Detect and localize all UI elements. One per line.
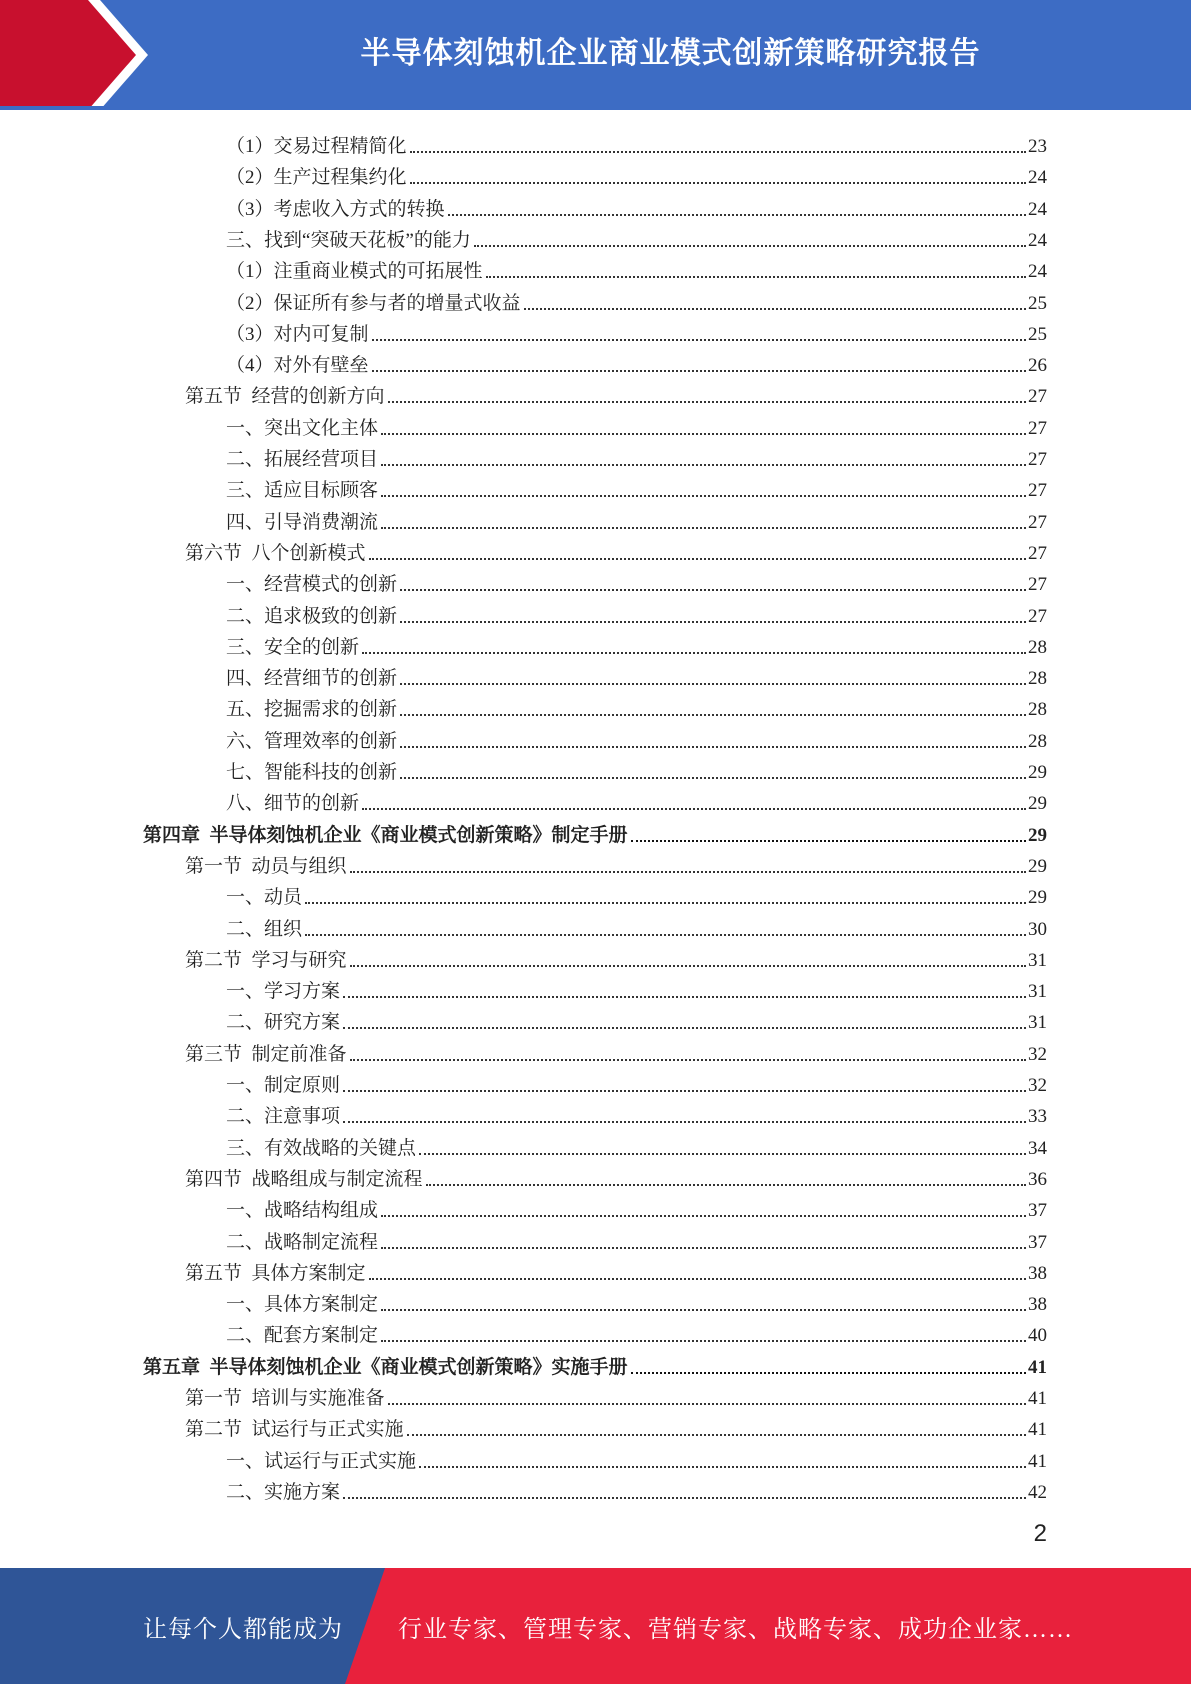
toc-entry-page: 31 [1028,1012,1047,1034]
toc-dot-leader [369,1278,1026,1280]
toc-entry[interactable] [143,1348,1047,1379]
toc-entry[interactable] [226,910,1047,941]
toc-entry-label: 三、找到“突破天花板”的能力 [226,229,471,251]
toc-entry-page: 27 [1028,542,1047,564]
toc-entry-label: 一、战略结构组成 [226,1200,379,1222]
toc-entry-page: 42 [1028,1481,1047,1503]
toc-entry[interactable] [226,753,1047,784]
toc-entry-label: 二、追求极致的创新 [226,605,398,627]
toc-entry-page: 28 [1028,636,1047,658]
toc-entry-page: 36 [1028,1168,1047,1190]
toc-entry[interactable] [226,1097,1047,1128]
toc-entry-label: 一、学习方案 [226,981,341,1003]
toc-entry-label: 二、研究方案 [226,1012,341,1034]
toc-dot-leader [350,871,1026,873]
report-title: 半导体刻蚀机企业商业模式创新策略研究报告 [360,36,981,71]
toc-entry-label: 二、拓展经营项目 [226,449,379,470]
toc-dot-leader [381,1215,1026,1217]
footer-slogan-right: 行业专家、管理专家、营销专家、战略专家、成功企业家…… [398,1616,1073,1643]
toc-dot-leader [381,527,1026,529]
toc-entry-label: （1）注重商业模式的可拓展性 [226,261,483,283]
toc-entry[interactable] [226,690,1047,721]
toc-entry[interactable] [185,941,1047,972]
toc-entry-page: 27 [1028,605,1047,627]
toc-entry-page: 32 [1028,1075,1047,1096]
toc-entry-label: （3）考虑收入方式的转换 [226,198,445,220]
toc-entry-page: 33 [1028,1106,1047,1128]
toc-dot-leader [400,683,1026,685]
toc-entry-label: 二、战略制定流程 [226,1231,379,1253]
toc-entry-page: 24 [1028,167,1047,189]
toc-entry-label: （4）对外有壁垒 [226,355,369,377]
toc-entry-page: 29 [1028,793,1047,815]
toc-entry-label: 一、制定原则 [226,1075,341,1096]
toc-dot-leader [343,1027,1026,1029]
toc-entry-label: 第五章 半导体刻蚀机企业《商业模式创新策略》实施手册 [143,1356,628,1378]
toc-dot-leader [381,1340,1026,1342]
toc-entry-page: 24 [1028,198,1047,220]
toc-entry[interactable] [226,471,1047,502]
toc-dot-leader [381,433,1026,435]
toc-entry-label: 四、引导消费潮流 [226,511,379,533]
toc-entry-page: 29 [1028,855,1047,877]
toc-dot-leader [381,464,1026,466]
toc-entry-page: 38 [1028,1294,1047,1316]
toc-entry[interactable] [226,1191,1047,1222]
toc-entry[interactable] [226,127,1047,158]
toc-entry[interactable] [226,221,1047,252]
toc-entry[interactable] [226,1442,1047,1473]
toc-entry-page: 37 [1028,1200,1047,1222]
toc-entry-page: 32 [1028,1043,1047,1065]
toc-entry[interactable] [226,597,1047,628]
toc-entry[interactable] [226,878,1047,909]
toc-entry[interactable] [226,784,1047,815]
toc-entry-label: 五、挖掘需求的创新 [226,699,398,721]
toc-entry-page: 28 [1028,668,1047,690]
toc-entry[interactable] [226,284,1047,315]
toc-entry-page: 28 [1028,699,1047,721]
toc-entry-label: 一、动员 [226,887,303,909]
toc-entry[interactable] [185,1254,1047,1285]
toc-entry[interactable] [226,1285,1047,1316]
toc-entry-label: 一、突出文化主体 [226,417,379,439]
toc-entry-page: 40 [1028,1325,1047,1347]
toc-entry[interactable] [226,315,1047,346]
toc-dot-leader [631,1372,1026,1374]
toc-entry[interactable] [185,1379,1047,1410]
toc-entry-page: 27 [1028,511,1047,533]
page-footer [0,1568,1191,1684]
toc-entry-page: 29 [1028,824,1047,846]
toc-entry[interactable] [226,1316,1047,1347]
toc-dot-leader [524,308,1026,310]
toc-dot-leader [343,1497,1026,1499]
toc-entry-label: 第四节 战略组成与制定流程 [185,1168,423,1190]
toc-entry-label: 第三节 制定前准备 [185,1043,347,1065]
toc-entry-page: 29 [1028,762,1047,783]
toc-dot-leader [419,1466,1026,1468]
toc-entry-label: 二、组织 [226,918,303,940]
toc-entry[interactable] [226,628,1047,659]
toc-dot-leader [362,808,1026,810]
toc-entry-label: 四、经营细节的创新 [226,668,398,690]
toc-entry-label: 三、有效战略的关键点 [226,1137,417,1159]
toc-entry-label: 一、具体方案制定 [226,1294,379,1316]
toc-entry-label: 二、实施方案 [226,1481,341,1503]
toc-entry-label: 第五节 具体方案制定 [185,1262,366,1284]
toc-entry[interactable] [185,1035,1047,1066]
toc-dot-leader [372,370,1026,372]
toc-entry-page: 25 [1028,323,1047,345]
toc-entry-page: 38 [1028,1262,1047,1284]
toc-entry-page: 30 [1028,918,1047,940]
toc-entry-label: 二、配套方案制定 [226,1325,379,1347]
toc-entry-label: 第四章 半导体刻蚀机企业《商业模式创新策略》制定手册 [143,824,628,846]
toc-entry[interactable] [226,1003,1047,1034]
toc-entry-label: 第五节 经营的创新方向 [185,386,385,408]
toc-entry-label: 三、安全的创新 [226,636,360,658]
toc-dot-leader [407,1434,1026,1436]
toc-entry-label: 第二节 学习与研究 [185,949,347,971]
toc-entry[interactable] [185,534,1047,565]
toc-entry[interactable] [185,1160,1047,1191]
toc-entry-page: 23 [1028,136,1047,157]
toc-entry-label: （3）对内可复制 [226,323,369,345]
toc-dot-leader [631,840,1026,842]
toc-entry-label: （1）交易过程精简化 [226,136,407,157]
toc-entry[interactable] [185,847,1047,878]
toc-dot-leader [372,339,1026,341]
toc-entry[interactable] [226,1129,1047,1160]
toc-entry-label: 三、适应目标顾客 [226,480,379,502]
footer-slogan-left: 让每个人都能成为 [143,1616,343,1643]
toc-entry[interactable] [226,1223,1047,1254]
toc-entry-page: 27 [1028,480,1047,502]
toc-entry-label: 六、管理效率的创新 [226,730,398,752]
toc-dot-leader [381,1309,1026,1311]
toc-entry-page: 37 [1028,1231,1047,1253]
toc-dot-leader [400,589,1026,591]
toc-dot-leader [410,182,1026,184]
toc-entry-page: 27 [1028,386,1047,408]
toc-entry-label: （2）保证所有参与者的增量式收益 [226,292,521,314]
toc-dot-leader [400,714,1026,716]
toc-entry-label: 第一节 培训与实施准备 [185,1388,385,1409]
toc-dot-leader [486,276,1026,278]
toc-entry-page: 31 [1028,981,1047,1003]
toc-dot-leader [362,652,1026,654]
toc-entry-page: 25 [1028,292,1047,314]
toc-dot-leader [381,495,1026,497]
toc-entry-label: 第一节 动员与组织 [185,855,347,877]
toc-entry-page: 24 [1028,229,1047,251]
toc-entry-page: 41 [1028,1419,1047,1441]
toc-entry[interactable] [226,659,1047,690]
page-header [0,0,1191,110]
toc-dot-leader [388,1403,1026,1405]
toc-dot-leader [400,621,1026,623]
toc-entry-page: 29 [1028,887,1047,909]
toc-entry[interactable] [226,565,1047,596]
toc-dot-leader [381,1247,1026,1249]
toc-entry[interactable] [226,158,1047,189]
toc-entry-page: 27 [1028,417,1047,439]
toc-entry-page: 26 [1028,355,1047,377]
toc-entry-page: 27 [1028,574,1047,596]
toc-entry-page: 41 [1028,1388,1047,1409]
toc-entry-page: 27 [1028,449,1047,470]
toc-dot-leader [350,1059,1026,1061]
toc-entry[interactable] [226,440,1047,471]
toc-entry-page: 41 [1028,1356,1047,1378]
toc-entry-label: 第二节 试运行与正式实施 [185,1419,404,1441]
toc-entry[interactable] [226,503,1047,534]
toc-entry[interactable] [226,346,1047,377]
toc-dot-leader [400,777,1026,779]
toc-entry[interactable] [226,409,1047,440]
toc-dot-leader [369,558,1026,560]
toc-entry-label: 一、试运行与正式实施 [226,1450,417,1472]
toc-entry[interactable] [226,190,1047,221]
toc-entry-page: 24 [1028,261,1047,283]
page-number: 2 [1033,1520,1047,1547]
toc-dot-leader [474,245,1026,247]
toc-entry-label: 二、注意事项 [226,1106,341,1128]
toc-entry[interactable] [143,816,1047,847]
toc-dot-leader [419,1153,1026,1155]
toc-entry[interactable] [226,1066,1047,1097]
toc-dot-leader [400,746,1026,748]
toc-entry-page: 31 [1028,949,1047,971]
toc-dot-leader [343,996,1026,998]
toc-dot-leader [448,214,1026,216]
toc-entry-label: 一、经营模式的创新 [226,574,398,596]
toc-entry[interactable] [226,252,1047,283]
toc-dot-leader [410,151,1026,153]
toc-entry-page: 34 [1028,1137,1047,1159]
toc-entry[interactable] [226,972,1047,1003]
toc-entry[interactable] [226,722,1047,753]
toc-entry-page: 41 [1028,1450,1047,1472]
toc-dot-leader [343,1090,1026,1092]
toc-entry-label: 七、智能科技的创新 [226,762,398,783]
toc-entry-label: 八、细节的创新 [226,793,360,815]
toc-entry[interactable] [185,1410,1047,1441]
toc-dot-leader [350,965,1026,967]
toc-dot-leader [343,1121,1026,1123]
toc-dot-leader [426,1184,1026,1186]
toc-dot-leader [305,934,1026,936]
toc-entry-page: 28 [1028,730,1047,752]
toc-entry[interactable] [185,377,1047,408]
toc-entry-label: （2）生产过程集约化 [226,167,407,189]
toc-entry[interactable] [226,1473,1047,1504]
toc-entry-label: 第六节 八个创新模式 [185,542,366,564]
toc-dot-leader [388,401,1026,403]
toc-dot-leader [305,902,1026,904]
